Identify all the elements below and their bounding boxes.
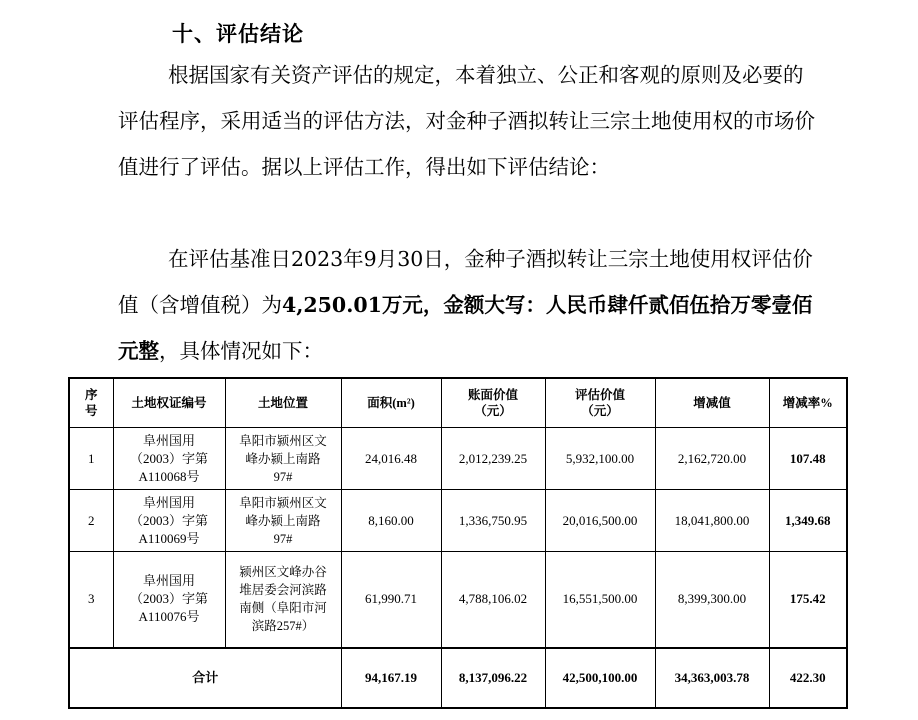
cell-location: 阜阳市颍州区文峰办颍上南路97#	[225, 490, 341, 552]
table-row	[69, 490, 847, 552]
table-row	[69, 552, 847, 648]
table-header-row	[69, 378, 847, 428]
cell-cert-no: 阜州国用（2003）字第A110068号	[113, 428, 225, 490]
header-seq: 序号	[69, 378, 113, 428]
cell-appraised-value: 5,932,100.00	[545, 428, 655, 490]
cell-area: 61,990.71	[341, 552, 441, 648]
cell-change-rate: 175.42	[769, 552, 847, 648]
header-book-value: 账面价值（元）	[441, 378, 545, 428]
cell-area: 8,160.00	[341, 490, 441, 552]
cell-book-value: 2,012,239.25	[441, 428, 545, 490]
cell-location: 阜阳市颍州区文峰办颍上南路97#	[225, 428, 341, 490]
cell-cert-no: 阜州国用（2003）字第A110076号	[113, 552, 225, 648]
valuation-paragraph	[118, 236, 818, 374]
cell-book-value: 1,336,750.95	[441, 490, 545, 552]
total-area: 94,167.19	[341, 648, 441, 708]
paragraph2-amount: 4,250.01万元，金额大写：人民币肆仟贰佰伍拾万零壹佰元整	[118, 293, 813, 363]
paragraph2-tail: ，具体情况如下：	[159, 339, 323, 363]
header-appraised-value: 评估价值（元）	[545, 378, 655, 428]
cell-change-value: 18,041,800.00	[655, 490, 769, 552]
cell-change-value: 2,162,720.00	[655, 428, 769, 490]
header-change-value: 增减值	[655, 378, 769, 428]
total-change-value: 34,363,003.78	[655, 648, 769, 708]
section-heading: 十、评估结论	[172, 21, 304, 46]
header-cert-no: 土地权证编号	[113, 378, 225, 428]
cell-seq: 1	[69, 428, 113, 490]
paragraph1-text: 根据国家有关资产评估的规定，本着独立、公正和客观的原则及必要的评估程序，采用适当的评估方法，对金种子酒拟转让三宗土地使用权的市场价值进行了评估。据以上评估工作，得出如下评估结论：	[118, 63, 815, 179]
total-change-rate: 422.30	[769, 648, 847, 708]
header-location: 土地位置	[225, 378, 341, 428]
conclusion-paragraph	[118, 52, 818, 190]
cell-appraised-value: 20,016,500.00	[545, 490, 655, 552]
cell-appraised-value: 16,551,500.00	[545, 552, 655, 648]
cell-seq: 3	[69, 552, 113, 648]
cell-change-value: 8,399,300.00	[655, 552, 769, 648]
cell-cert-no: 阜州国用（2003）字第A110069号	[113, 490, 225, 552]
cell-change-rate: 107.48	[769, 428, 847, 490]
cell-area: 24,016.48	[341, 428, 441, 490]
table-row	[69, 428, 847, 490]
cell-book-value: 4,788,106.02	[441, 552, 545, 648]
total-appraised-value: 42,500,100.00	[545, 648, 655, 708]
cell-change-rate: 1,349.68	[769, 490, 847, 552]
header-change-rate: 增减率%	[769, 378, 847, 428]
paragraph2-lead: 在评估基准日2023年9月30日，金种子酒拟转让三宗土地使用权评估价值（含增值税）为	[118, 247, 813, 317]
total-label: 合计	[69, 648, 341, 708]
table-total-row	[69, 648, 847, 708]
cell-location: 颍州区文峰办谷堆居委会河滨路南侧（阜阳市河滨路257#）	[225, 552, 341, 648]
total-book-value: 8,137,096.22	[441, 648, 545, 708]
land-valuation-table	[68, 377, 848, 709]
cell-seq: 2	[69, 490, 113, 552]
header-area: 面积(m²)	[341, 378, 441, 428]
